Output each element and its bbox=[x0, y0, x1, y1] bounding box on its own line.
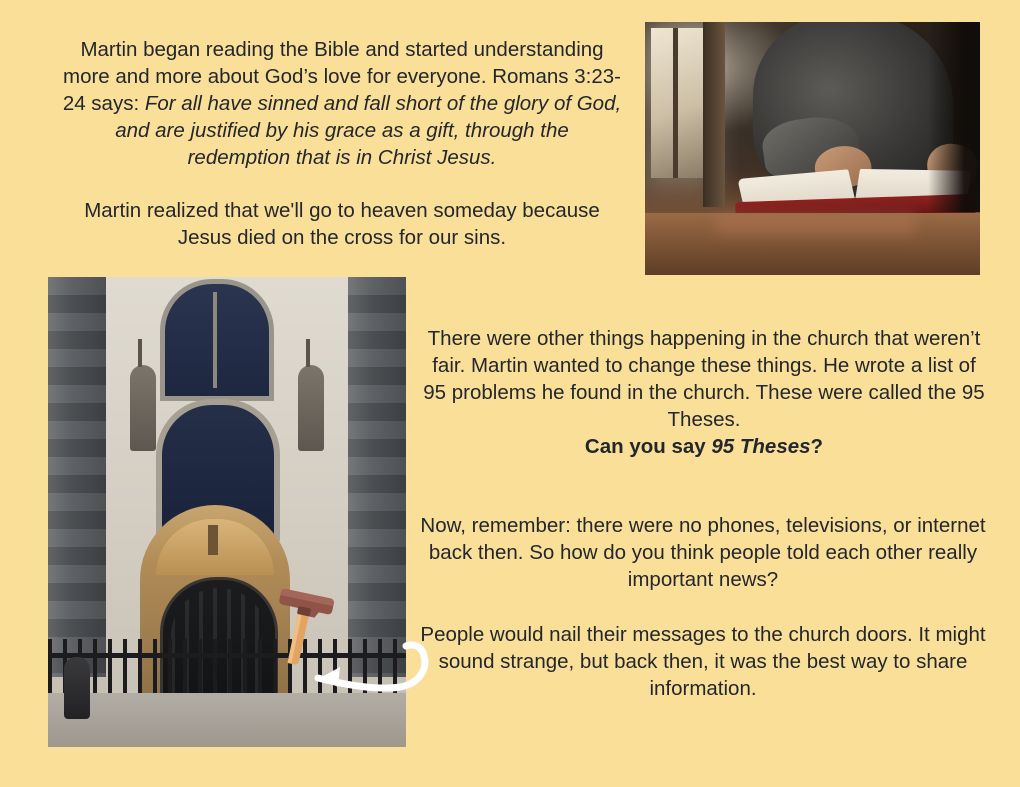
church-photo-upper-window bbox=[160, 279, 274, 401]
theses-question-prefix: Can you say bbox=[584, 435, 712, 459]
intro-text-block bbox=[62, 36, 622, 251]
bible-photo-wooden-table bbox=[645, 213, 980, 275]
intro-paragraph-1 bbox=[62, 36, 622, 171]
church-photo-fresco bbox=[156, 519, 274, 575]
news-text-block bbox=[408, 512, 998, 702]
bible-photo-window bbox=[651, 28, 703, 178]
news-paragraph-2: People would nail their messages to the church doors. It might sound strange, but back then, it was the best way to share information. bbox=[420, 623, 986, 701]
church-photo-left-statue bbox=[130, 365, 156, 451]
bible-photo-window-jamb bbox=[703, 22, 725, 207]
theses-paragraph: There were other things happening in the church that weren’t fair. Martin wanted to change these things. He wrote a list of 95 problems he found in the church. These were called the 95 Theses. bbox=[423, 327, 985, 432]
church-photo-right-statue bbox=[298, 365, 324, 451]
news-paragraph-1: Now, remember: there were no phones, televisions, or internet back then. So how do you think people told each other really important news? bbox=[420, 514, 986, 592]
person-reading-bible-photo bbox=[645, 22, 980, 275]
theses-text-block bbox=[418, 325, 990, 460]
theses-question bbox=[418, 433, 990, 460]
intro-paragraph-1-lead: Martin began reading the Bible and started understanding more and more about God’s love for everyone. Romans 3:23-24 says: bbox=[62, 38, 621, 116]
church-photo-left-pillar bbox=[48, 277, 106, 677]
intro-paragraph-2: Martin realized that we'll go to heaven someday because Jesus died on the cross for our sins. bbox=[84, 199, 600, 250]
curved-arrow-icon bbox=[300, 640, 430, 702]
romans-scripture-quote: For all have sinned and fall short of the glory of God, and are justified by his grace as a gift, through the redemption that is in Christ Jesus. bbox=[115, 92, 622, 170]
theses-question-suffix: ? bbox=[810, 435, 824, 459]
bible-photo-shadow bbox=[928, 22, 980, 212]
church-photo-person bbox=[64, 657, 90, 719]
theses-question-emphasis: 95 Theses bbox=[711, 435, 811, 459]
church-photo-right-pillar bbox=[348, 277, 406, 677]
